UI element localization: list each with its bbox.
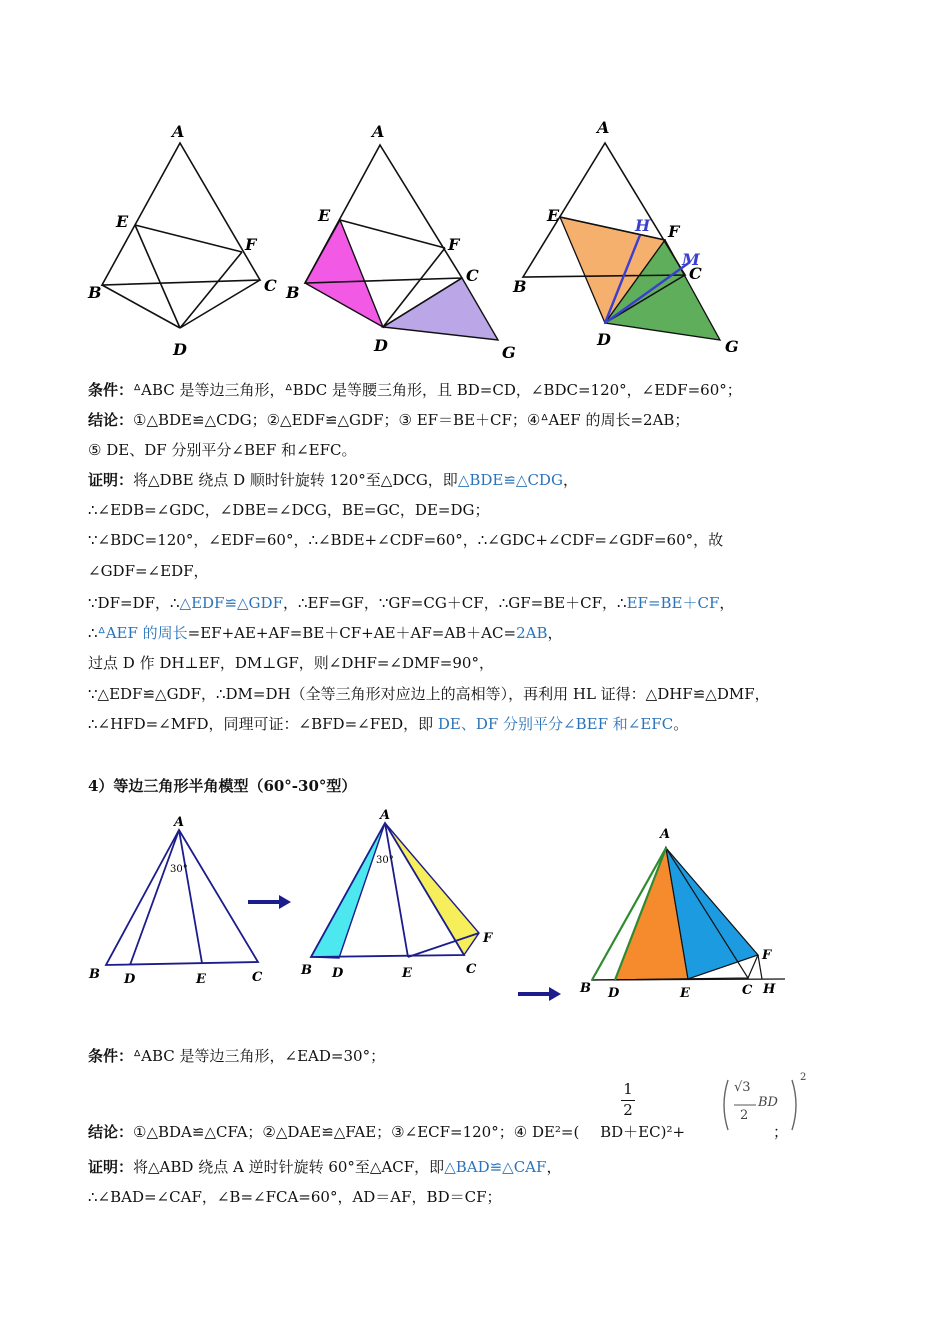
proof-text: ∴∠HFD=∠MFD，同理可证：∠BFD=∠FED，即: [88, 715, 438, 733]
label-E: E: [116, 212, 129, 231]
label-C: C: [264, 276, 277, 295]
proof-line-2: [88, 500, 489, 520]
proof-highlight: EF=BE＋CF: [626, 594, 720, 612]
label-M: M: [682, 250, 700, 269]
label-C: C: [466, 266, 479, 285]
proof-line-9: [88, 714, 688, 734]
proof-label: 证明：: [88, 471, 134, 489]
angle-label: 30°: [170, 864, 188, 875]
proof-highlight: ᐞAEF 的周长: [97, 624, 188, 642]
proof-line-2: [88, 1187, 501, 1207]
label-A: A: [597, 118, 610, 137]
proof-line-7: [88, 653, 494, 673]
conclusion-line-2: [88, 440, 357, 460]
condition-text: ᐞABC 是等边三角形，∠EAD=30°；: [133, 1047, 386, 1065]
conclusion-label: 结论：: [88, 411, 134, 429]
proof-text: 将△ABD 绕点 A 逆时针旋转 60°至△ACF，即: [133, 1158, 445, 1176]
proof-line-1: [88, 1157, 561, 1177]
proof-line-3: [88, 530, 723, 550]
proof-line-5: [88, 593, 734, 613]
proof-text: ∴: [88, 624, 98, 642]
arrow-2: [515, 984, 565, 1004]
proof-line-1: [88, 470, 578, 490]
conclusion-text-end: ；: [773, 1123, 789, 1141]
label-H: H: [635, 216, 651, 235]
label-D: D: [173, 340, 187, 359]
label-C: C: [689, 264, 702, 283]
fraction-numerator: 1: [623, 1080, 633, 1098]
label-F: F: [762, 948, 772, 963]
label-A: A: [660, 827, 671, 842]
label-F: F: [448, 235, 460, 254]
label-D: D: [374, 336, 388, 355]
proof-highlight: DE、DF 分别平分∠BEF 和∠EFC: [437, 715, 674, 733]
square-exponent: 2: [800, 1072, 807, 1083]
bd-term: BD: [758, 1095, 778, 1110]
sqrt-numerator: √3: [734, 1080, 751, 1095]
proof-highlight: △BAD≌△CAF: [444, 1158, 547, 1176]
proof-highlight: △EDF≌△GDF: [179, 594, 283, 612]
proof-text: ，: [719, 594, 735, 612]
condition-text: ᐞABC 是等边三角形，ᐞBDC 是等腰三角形，且 BD=CD，∠BDC=120°，∠EDF=60°；: [133, 381, 742, 399]
proof-highlight: △BDE≌△CDG: [457, 471, 563, 489]
label-G: G: [502, 343, 516, 362]
proof-text: ∠GDF=∠EDF，: [88, 562, 209, 580]
condition-label: 条件：: [88, 1047, 134, 1065]
label-E: E: [402, 966, 412, 981]
label-C: C: [742, 983, 753, 998]
arrow-1: [245, 892, 295, 912]
conclusion-line: [88, 1122, 788, 1142]
figure-top-1: [80, 115, 290, 365]
proof-text: ，: [562, 471, 578, 489]
proof-text: ∵△EDF≌△GDF，∴DM=DH（全等三角形对应边上的高相等），再利用 HL 证得：△DHF≌△DMF，: [88, 685, 770, 703]
angle-label: 30°: [376, 855, 394, 866]
fraction-denominator: 2: [623, 1101, 633, 1119]
conclusion-text: ①△BDA≌△CFA；②△DAE≌△FAE；③∠ECF=120°；④ DE²=(: [133, 1123, 580, 1141]
shaded-triangle-cdg: [383, 278, 498, 340]
section-title-text: 4）等边三角形半角模型（60°-30°型）: [88, 777, 357, 795]
figure-bottom-2: [296, 805, 516, 985]
label-B: B: [286, 283, 300, 302]
sqrt-denominator: 2: [740, 1108, 749, 1123]
label-H: H: [763, 982, 776, 997]
label-B: B: [513, 277, 527, 296]
fraction-half: [620, 1080, 636, 1119]
proof-text: ∵DF=DF，∴: [88, 594, 180, 612]
label-B: B: [580, 981, 591, 996]
label-D: D: [124, 972, 136, 987]
conclusion-text: ①△BDE≌△CDG；②△EDF≌△GDF；③ EF＝BE＋CF；④ᐞAEF 的周长=2AB；: [133, 411, 690, 429]
label-C: C: [466, 962, 477, 977]
proof-text: ，: [546, 1158, 562, 1176]
condition-line: [88, 380, 742, 400]
label-E: E: [318, 206, 331, 225]
shaded-triangle-bde: [305, 220, 383, 327]
label-C: C: [252, 970, 263, 985]
label-E: E: [196, 972, 206, 987]
label-D: D: [608, 986, 620, 1001]
label-F: F: [668, 222, 680, 241]
proof-label: 证明：: [88, 1158, 134, 1176]
shaded-triangle-yellow: [385, 823, 479, 955]
conclusion-text-mid: BD＋EC)²+: [595, 1123, 686, 1141]
label-E: E: [680, 986, 690, 1001]
label-B: B: [89, 967, 100, 982]
condition-line: [88, 1046, 385, 1066]
label-F: F: [245, 235, 257, 254]
proof-text: 过点 D 作 DH⊥EF，DM⊥GF，则∠DHF=∠DMF=90°，: [88, 654, 494, 672]
proof-text: =EF+AE+AF=BE＋CF+AE＋AF=AB＋AC=: [187, 624, 517, 642]
proof-text: ∴∠EDB=∠GDC，∠DBE=∠DCG，BE=GC，DE=DG；: [88, 501, 490, 519]
proof-text: ，: [547, 624, 563, 642]
label-D: D: [597, 330, 611, 349]
proof-text: ，∴EF=GF，∵GF=CG＋CF，∴GF=BE＋CF，∴: [282, 594, 627, 612]
label-A: A: [172, 122, 185, 141]
section-title: [88, 776, 356, 796]
label-F: F: [483, 931, 493, 946]
label-A: A: [380, 808, 391, 823]
figure-top-3: [505, 115, 765, 365]
label-A: A: [174, 815, 185, 830]
figure-top-2: [280, 115, 520, 365]
label-D: D: [332, 966, 344, 981]
proof-text: ∴∠BAD=∠CAF，∠B=∠FCA=60°，AD＝AF，BD＝CF；: [88, 1188, 502, 1206]
proof-text: 。: [673, 715, 689, 733]
conclusion-text-2: ⑤ DE、DF 分别平分∠BEF 和∠EFC。: [88, 441, 357, 459]
label-G: G: [725, 337, 739, 356]
proof-line-4: [88, 561, 209, 581]
conclusion-label: 结论：: [88, 1123, 134, 1141]
proof-text: ∵∠BDC=120°，∠EDF=60°，∴∠BDE+∠CDF=60°，∴∠GDC+∠CDF=∠GDF=60°，故: [88, 531, 724, 549]
condition-label: 条件：: [88, 381, 134, 399]
label-B: B: [301, 963, 312, 978]
figure-bottom-3: [570, 820, 800, 1005]
label-A: A: [372, 122, 385, 141]
conclusion-line: [88, 410, 689, 430]
label-B: B: [88, 283, 102, 302]
proof-line-6: [88, 623, 562, 643]
proof-text: 将△DBE 绕点 D 顺时针旋转 120°至△DCG，即: [133, 471, 458, 489]
proof-highlight: 2AB: [516, 624, 548, 642]
label-E: E: [547, 206, 560, 225]
proof-line-8: [88, 684, 770, 704]
